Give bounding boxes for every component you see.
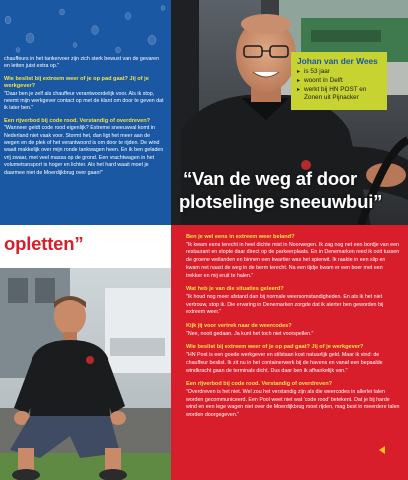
bio-list	[297, 68, 381, 103]
red-answer-5: "Overdreven is het niet. Wel zou het verstandig zijn als die weercodes in allerlei talen worden gecommuniceerd. Een Pool weet niet wat 'code rood' betekent. Dat je bij harde wind en een lege wagen niet over de Moerdijkbrug moet rijden, mag best in meerdere talen worden doorgegeven."	[186, 388, 400, 419]
red-answer-3: "Nee, nooit gedaan. Ja kunt het toch niet voorspellen."	[186, 330, 314, 337]
red-question-4: Wie beslist bij extreem weer of je op pad gaat? Jij of je werkgever?	[186, 344, 364, 351]
intro-paragraph: chauffeurs in het tankervoer zijn zich sterk bewust van de gevaren en letten juist extra op."	[4, 56, 160, 70]
red-column	[171, 225, 408, 480]
driver-bio-box	[291, 52, 387, 110]
question-2: Een rijverbod bij code rood. Verstandig of overdreven?	[4, 117, 151, 124]
bio-item-residence: ▸ woont in Delft	[297, 77, 381, 86]
driver-name: Johan van der Wees	[297, 56, 378, 66]
red-question-1: Ben je wel eens in extreem weer beland?	[186, 234, 295, 240]
bio-item-age: ▸ is 53 jaar	[297, 68, 381, 77]
headline-line-1: “Van de weg af door	[183, 168, 358, 189]
question-1: Wie beslist bij extreem weer of je op pad gaat? Jij of je werkgever?	[4, 75, 149, 90]
red-answer-1: "Ik kwam eens terecht in heel dichte mist in Noorwegen. Ik zag nog net een bordje van een restaurant en stopte daar direct op de parkeerplaats. En in Denemarken reed ik ooit tussen de groene weilanden en binnen een kwartier was het spierwit. Ik raakte in een slip en kwam net naast de weg in de berm terecht. Na een tijdje kwam er een boer met een trekker en mij eruit te halen."	[186, 241, 400, 279]
blue-column	[0, 0, 171, 225]
headline-line-2: plotselinge sneeuwbui”	[179, 191, 383, 212]
red-question-2: Wat heb je van die situaties geleerd?	[186, 286, 284, 293]
driver-photo-section	[171, 0, 408, 225]
blue-column-text	[4, 56, 165, 182]
end-of-article-triangle-icon	[379, 446, 385, 454]
red-column-text	[186, 234, 400, 426]
answer-2: "Wanneer geldt code rood eigenlijk? Extreme sneeuwval komt in Nederland niet vaak voor. Stormt het, dan ligt het meer aan de wegen en de plek of het verantwoord is om door te rijden. De wind waait makkelijk over mijn ronde tankwagen heen. En ik ben geladen vrij zwaar, met veel massa op de grond. Een vrachtwagen in het volumetransport is hoger en lichter. Als het hard waait moet je daarmee niet de Moerdijkbrug over gaan!"	[4, 125, 164, 176]
kneeling-driver-photo	[0, 268, 171, 480]
red-question-3: Kijk jij voor vertrek naar de weercodes?	[186, 323, 292, 330]
second-driver-section	[0, 225, 171, 480]
answer-1: "Daar ben je zelf als chauffeur verantwoordelijk voor. Als ik stop, neemt mijn werkgever contact op met de klant om door te geven dat ik later ben."	[4, 90, 164, 112]
red-answer-4: "HN Post is een goede werkgever en stilstaan kost natuurlijk geld. Maar ik vind: de chauffeur beslist. Ik zit nu in het containerwerk bij de havens en vanaf een bepaalde windkracht gaan de terminals dicht. Dus daar ben ik afhankelijk van."	[186, 352, 383, 374]
red-question-5: Een rijverbod bij code rood. Verstandig of overdreven?	[186, 381, 333, 388]
red-answer-2: "Ik houd nog meer afstand dan bij normale weersomstandigheden. En als ik het niet vertrouw, stop ik. Die ervaring in Denemarken zorgde dat ik alerter ben geworden bij extreem weer."	[186, 293, 384, 316]
headline-line-3: opletten”	[4, 233, 84, 254]
bio-item-employer: ▸ werkt bij HN POST en Zonen uit Pijnacker	[297, 86, 381, 104]
